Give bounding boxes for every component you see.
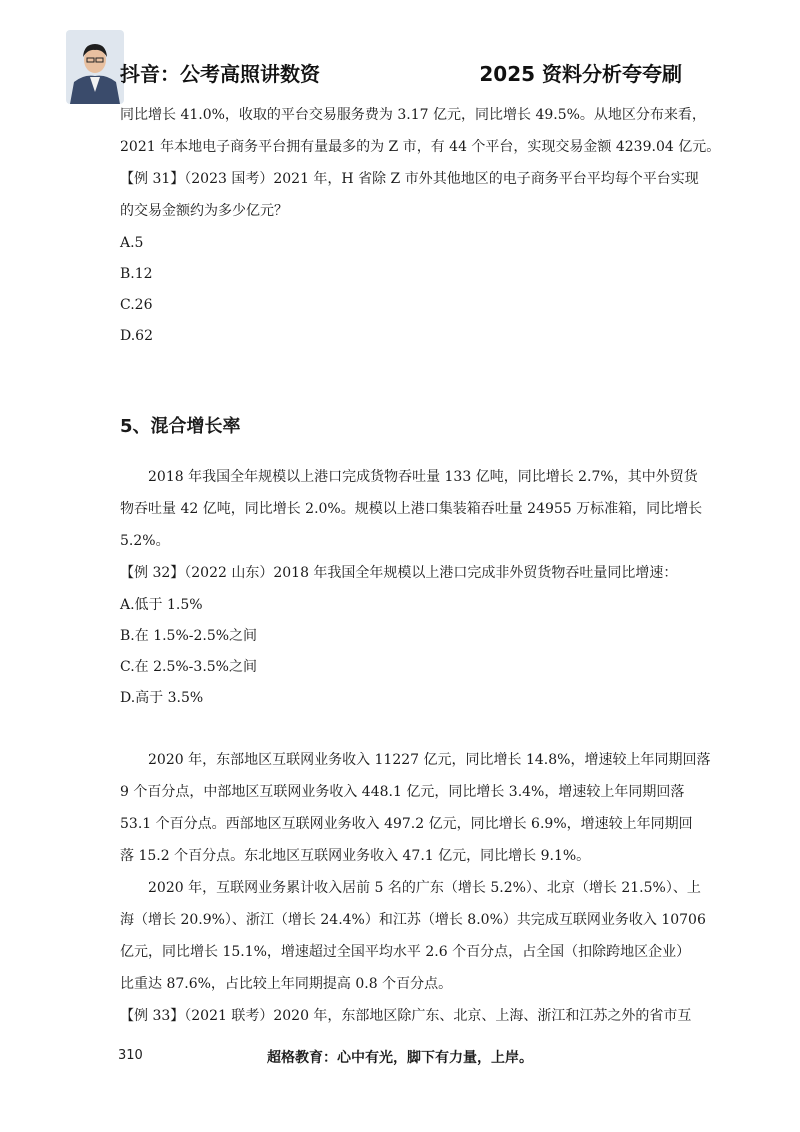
q31-option-c: C.26 [120, 297, 153, 313]
material-paragraph: 海（增长 20.9%）、浙江（增长 24.4%）和江苏（增长 8.0%）共完成互联网业务收入 10706 [120, 912, 706, 928]
page-number: 310 [118, 1048, 143, 1063]
material-paragraph: 2018 年我国全年规模以上港口完成货物吞吐量 133 亿吨，同比增长 2.7%，其中外贸货 [148, 469, 698, 485]
intro-line: 同比增长 41.0%，收取的平台交易服务费为 3.17 亿元，同比增长 49.5%。从地区分布来看， [120, 107, 706, 123]
material-paragraph: 2020 年，东部地区互联网业务收入 11227 亿元，同比增长 14.8%，增速较上年同期回落 [148, 752, 711, 768]
material-paragraph: 5.2%。 [120, 533, 170, 549]
material-paragraph: 物吞吐量 42 亿吨，同比增长 2.0%。规模以上港口集装箱吞吐量 24955 万标准箱，同比增长 [120, 501, 703, 517]
header-right-title: 2025 资料分析夸夸刷 [479, 62, 682, 86]
header-left-title: 抖音：公考高照讲数资 [120, 62, 320, 86]
q31-option-a: A.5 [120, 235, 144, 251]
q31-stem: 的交易金额约为多少亿元？ [120, 203, 288, 219]
material-paragraph: 比重达 87.6%，占比较上年同期提高 0.8 个百分点。 [120, 976, 453, 992]
material-paragraph: 9 个百分点，中部地区互联网业务收入 448.1 亿元，同比增长 3.4%，增速较上年同期回落 [120, 784, 685, 800]
q33-stem: 【例 33】（2021 联考）2020 年，东部地区除广东、北京、上海、浙江和江苏之外的省市互 [120, 1008, 692, 1024]
q32-option-b: B.在 1.5%-2.5%之间 [120, 628, 258, 644]
q32-option-a: A.低于 1.5% [120, 597, 203, 613]
footer-slogan: 超格教育：心中有光，脚下有力量，上岸。 [267, 1050, 533, 1066]
q31-option-b: B.12 [120, 266, 153, 282]
q31-option-d: D.62 [120, 328, 153, 344]
q31-stem: 【例 31】（2023 国考）2021 年，H 省除 Z 市外其他地区的电子商务平台平均每个平台实现 [120, 171, 699, 187]
avatar [66, 30, 124, 104]
q32-stem: 【例 32】（2022 山东）2018 年我国全年规模以上港口完成非外贸货物吞吐量同比增速： [120, 565, 678, 581]
material-paragraph: 亿元，同比增长 15.1%，增速超过全国平均水平 2.6 个百分点，占全国（扣除跨地区企业） [120, 944, 691, 960]
material-paragraph: 2020 年，互联网业务累计收入居前 5 名的广东（增长 5.2%）、北京（增长 21.5%）、上 [148, 880, 701, 896]
q32-option-d: D.高于 3.5% [120, 690, 204, 706]
intro-line: 2021 年本地电子商务平台拥有量最多的为 Z 市，有 44 个平台，实现交易金额 4239.04 亿元。 [120, 139, 721, 155]
material-paragraph: 落 15.2 个百分点。东北地区互联网业务收入 47.1 亿元，同比增长 9.1%。 [120, 848, 591, 864]
q32-option-c: C.在 2.5%-3.5%之间 [120, 659, 257, 675]
section-heading: 5、混合增长率 [120, 416, 241, 437]
material-paragraph: 53.1 个百分点。西部地区互联网业务收入 497.2 亿元，同比增长 6.9%，增速较上年同期回 [120, 816, 693, 832]
